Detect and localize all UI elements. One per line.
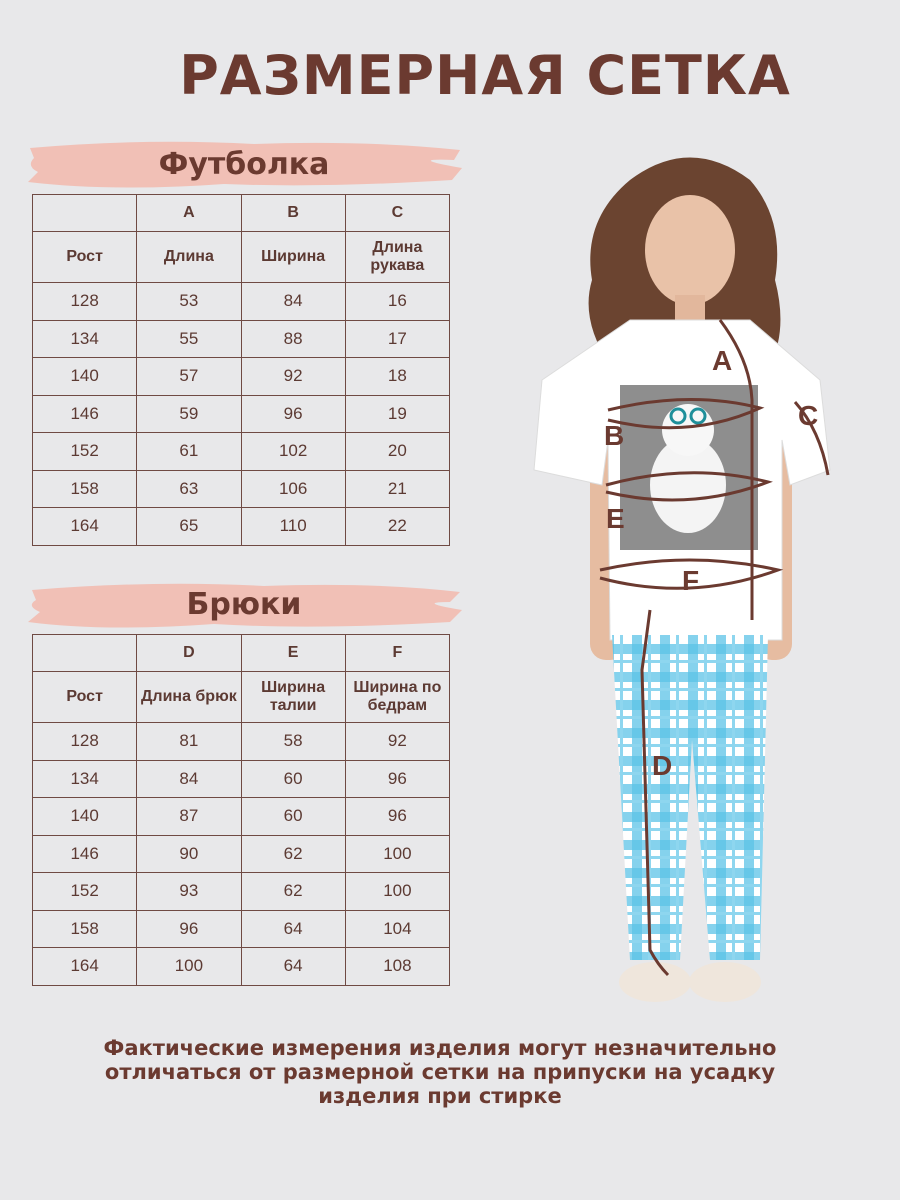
height-cell: 128 bbox=[33, 283, 137, 321]
model-figure-illustration bbox=[520, 140, 860, 1020]
measurement-cell: 90 bbox=[137, 835, 241, 873]
measurement-cell: 88 bbox=[241, 320, 345, 358]
table-row bbox=[33, 358, 450, 396]
pants-size-table bbox=[32, 634, 450, 986]
height-cell: 134 bbox=[33, 760, 137, 798]
shirt-size-table bbox=[32, 194, 450, 546]
measurement-cell: 18 bbox=[345, 358, 449, 396]
table-row bbox=[33, 910, 450, 948]
height-cell: 158 bbox=[33, 470, 137, 508]
table-header-row bbox=[33, 672, 450, 723]
pants-shape bbox=[612, 635, 768, 960]
table-row bbox=[33, 835, 450, 873]
letter-cell: A bbox=[137, 195, 241, 232]
measurement-cell: 84 bbox=[241, 283, 345, 321]
measurement-cell: 92 bbox=[241, 358, 345, 396]
measurement-cell: 96 bbox=[345, 760, 449, 798]
column-header: Ширина bbox=[241, 232, 345, 283]
measurement-cell: 55 bbox=[137, 320, 241, 358]
table-row bbox=[33, 948, 450, 986]
height-cell: 134 bbox=[33, 320, 137, 358]
measurement-cell: 22 bbox=[345, 508, 449, 546]
measurement-cell: 60 bbox=[241, 798, 345, 836]
measurement-cell: 100 bbox=[345, 873, 449, 911]
measurement-cell: 60 bbox=[241, 760, 345, 798]
figure-label-a: A bbox=[712, 345, 733, 376]
height-cell: 152 bbox=[33, 433, 137, 471]
measurement-cell: 57 bbox=[137, 358, 241, 396]
table-row bbox=[33, 433, 450, 471]
measurement-cell: 62 bbox=[241, 835, 345, 873]
measurement-cell: 63 bbox=[137, 470, 241, 508]
height-cell: 128 bbox=[33, 723, 137, 761]
measurement-cell: 100 bbox=[137, 948, 241, 986]
table-row bbox=[33, 508, 450, 546]
table-letter-row bbox=[33, 195, 450, 232]
right-slipper bbox=[689, 962, 761, 1002]
shirt-table-body bbox=[33, 283, 450, 546]
letter-cell bbox=[33, 195, 137, 232]
letter-cell: E bbox=[241, 635, 345, 672]
measurement-cell: 106 bbox=[241, 470, 345, 508]
measurement-cell: 108 bbox=[345, 948, 449, 986]
column-header: Рост bbox=[33, 672, 137, 723]
letter-cell: B bbox=[241, 195, 345, 232]
page-title: РАЗМЕРНАЯ СЕТКА bbox=[179, 44, 791, 107]
measurement-cell: 58 bbox=[241, 723, 345, 761]
height-cell: 146 bbox=[33, 835, 137, 873]
column-header: Длина рукава bbox=[345, 232, 449, 283]
measurement-cell: 65 bbox=[137, 508, 241, 546]
measurement-cell: 21 bbox=[345, 470, 449, 508]
measurement-cell: 100 bbox=[345, 835, 449, 873]
table-letter-row bbox=[33, 635, 450, 672]
table-row bbox=[33, 283, 450, 321]
pants-heading-banner bbox=[24, 578, 464, 632]
measurement-cell: 81 bbox=[137, 723, 241, 761]
height-cell: 164 bbox=[33, 948, 137, 986]
table-row bbox=[33, 873, 450, 911]
measurement-cell: 53 bbox=[137, 283, 241, 321]
measurement-cell: 102 bbox=[241, 433, 345, 471]
table-row bbox=[33, 395, 450, 433]
measurement-cell: 16 bbox=[345, 283, 449, 321]
column-header: Ширина по бедрам bbox=[345, 672, 449, 723]
height-cell: 140 bbox=[33, 798, 137, 836]
measurement-cell: 59 bbox=[137, 395, 241, 433]
measurement-cell: 104 bbox=[345, 910, 449, 948]
shirt-heading-banner bbox=[24, 138, 464, 192]
pants-table-body bbox=[33, 723, 450, 986]
measurement-cell: 84 bbox=[137, 760, 241, 798]
figure-label-e: E bbox=[606, 503, 625, 534]
table-row bbox=[33, 723, 450, 761]
left-slipper bbox=[619, 962, 691, 1002]
measurement-cell: 87 bbox=[137, 798, 241, 836]
measurement-cell: 61 bbox=[137, 433, 241, 471]
letter-cell: F bbox=[345, 635, 449, 672]
cat-head bbox=[662, 404, 714, 456]
measurement-cell: 96 bbox=[137, 910, 241, 948]
measurement-cell: 20 bbox=[345, 433, 449, 471]
footnote: Фактические измерения изделия могут незначительно отличаться от размерной сетки на припуски на усадку изделия при стирке bbox=[103, 1036, 777, 1108]
measurement-cell: 64 bbox=[241, 948, 345, 986]
letter-cell: D bbox=[137, 635, 241, 672]
height-cell: 146 bbox=[33, 395, 137, 433]
measurement-cell: 96 bbox=[241, 395, 345, 433]
face-shape bbox=[645, 195, 735, 305]
height-cell: 140 bbox=[33, 358, 137, 396]
measurement-cell: 96 bbox=[345, 798, 449, 836]
height-cell: 158 bbox=[33, 910, 137, 948]
figure-label-f: F bbox=[682, 565, 700, 596]
pants-heading: Брюки bbox=[186, 587, 302, 622]
column-header: Ширина талии bbox=[241, 672, 345, 723]
measurement-cell: 92 bbox=[345, 723, 449, 761]
figure-label-b: B bbox=[604, 420, 625, 451]
height-cell: 164 bbox=[33, 508, 137, 546]
table-row bbox=[33, 320, 450, 358]
measurement-cell: 19 bbox=[345, 395, 449, 433]
figure-label-c: C bbox=[798, 400, 819, 431]
figure-label-d: D bbox=[652, 750, 673, 781]
table-header-row bbox=[33, 232, 450, 283]
measurement-cell: 64 bbox=[241, 910, 345, 948]
column-header: Длина bbox=[137, 232, 241, 283]
column-header: Рост bbox=[33, 232, 137, 283]
column-header: Длина брюк bbox=[137, 672, 241, 723]
measurement-cell: 17 bbox=[345, 320, 449, 358]
table-row bbox=[33, 798, 450, 836]
height-cell: 152 bbox=[33, 873, 137, 911]
letter-cell bbox=[33, 635, 137, 672]
shirt-heading: Футболка bbox=[158, 147, 330, 182]
letter-cell: C bbox=[345, 195, 449, 232]
measurement-cell: 93 bbox=[137, 873, 241, 911]
table-row bbox=[33, 760, 450, 798]
table-row bbox=[33, 470, 450, 508]
measurement-cell: 110 bbox=[241, 508, 345, 546]
measurement-cell: 62 bbox=[241, 873, 345, 911]
